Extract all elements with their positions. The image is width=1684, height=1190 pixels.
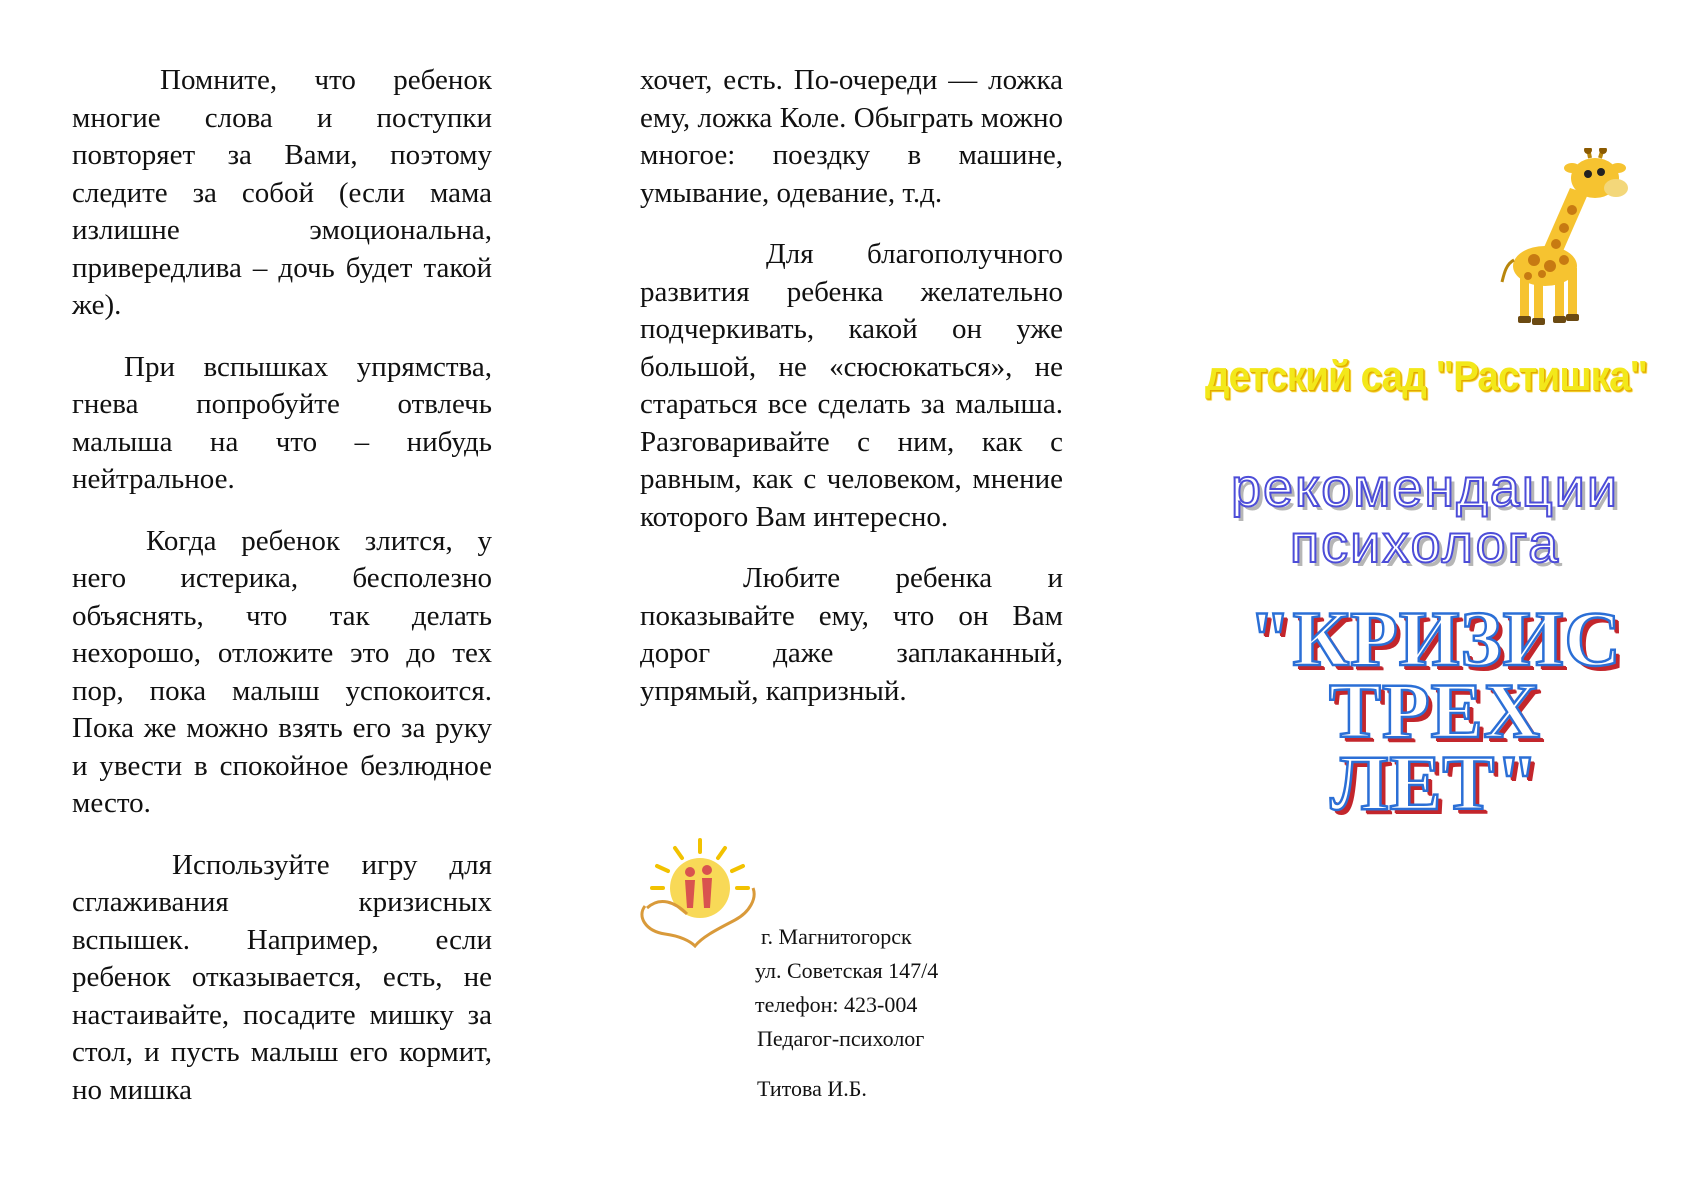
contact-street: ул. Советская 147/4 (755, 958, 939, 983)
recommendations-line-2: психолога (1289, 514, 1561, 574)
contact-name: Титова И.Б. (757, 1076, 867, 1101)
paragraph-stubbornness: При вспышках упрямства, гнева попробуйте отвлечь малыша на что – нибудь нейтральное. (72, 350, 492, 495)
paragraph-development: Для благополучного развития ребенка желательно подчеркивать, какой он уже большой, не «сюсюкаться», не стараться все сделать за малыша. Разговаривайте с ним, как с равным, как с человеком, мнение которого Вам интересно. (640, 238, 1063, 533)
main-title-line-2: ТРЕХ (1328, 667, 1542, 754)
main-title-line-3: ЛЕТ" (1330, 739, 1540, 826)
contact-block (755, 920, 995, 1106)
paragraph-play-continued: хочет, есть. По-очереди — ложка ему, ложка Коле. Обыграть можно многое: поездку в машине, умывание, одевание, т.д. (640, 64, 1063, 209)
paragraph-love: Любите ребенка и показывайте ему, что он Вам дорог даже заплаканный, упрямый, капризный. (640, 562, 1063, 707)
middle-column (640, 62, 1063, 710)
main-title (1195, 595, 1675, 826)
main-title-line-1: "КРИЗИС (1248, 595, 1622, 682)
left-column (72, 62, 492, 1109)
paragraph-imitation: Помните, что ребенок многие слова и поступки повторяет за Вами, поэтому следите за собой (если мама излишне эмоциональна, привередлива – дочь будет такой же). (72, 64, 492, 321)
recommendations-title (1195, 460, 1655, 572)
contact-phone: телефон: 423-004 (755, 992, 918, 1017)
recommendations-line-1: рекомендации (1230, 458, 1620, 518)
contact-city: г. Магнитогорск (761, 924, 912, 949)
paragraph-tantrum: Когда ребенок злится, у него истерика, бесполезно объяснять, что так делать нехорошо, отложите это до тех пор, пока малыш успокоится. Пока же можно взять его за руку и увести в спокойное безлюдное место. (72, 524, 492, 819)
sun-hand-heart-logo (635, 836, 765, 948)
paragraph-play: Используйте игру для сглаживания кризисных вспышек. Например, если ребенок отказывается, есть, не настаивайте, посадите мишку за стол, и пусть малыш его кормит, но мишка (72, 848, 492, 1106)
contact-role: Педагог-психолог (757, 1026, 925, 1051)
kindergarten-name: детский сад "Растишка" (1205, 352, 1648, 399)
giraffe-illustration (1500, 148, 1635, 328)
